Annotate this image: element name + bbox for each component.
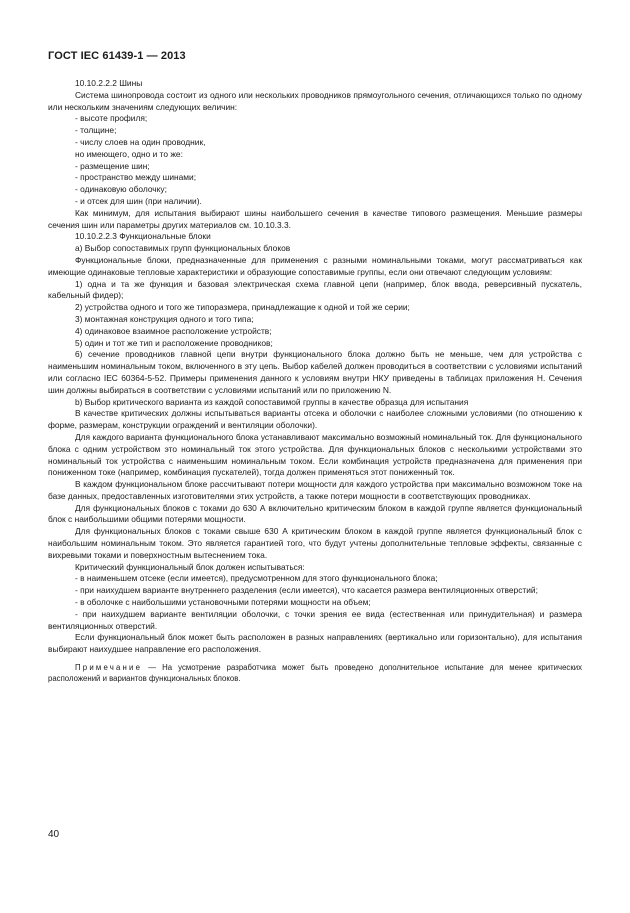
- paragraph: Если функциональный блок может быть расположен в разных направлениях (вертикально или горизонтально), для испытания выбирают наихудшее направление его расположения.: [48, 632, 582, 655]
- list-item: 2) устройства одного и того же типоразмера, принадлежащие к одной и той же серии;: [75, 302, 410, 313]
- paragraph: Как минимум, для испытания выбирают шины наибольшего сечения в качестве типового размещения. Меньшие размеры сечения шин или параметры других материалов см. 10.10.3.3.: [48, 207, 582, 230]
- list-item: 3) монтажная конструкция одного и того типа;: [75, 313, 254, 324]
- list-item: 5) один и тот же тип и расположение проводников;: [75, 337, 273, 348]
- subsection-heading: а) Выбор сопоставимых групп функциональных блоков: [75, 243, 291, 254]
- paragraph: Для каждого варианта функционального блока устанавливают максимально возможный номинальный ток. Для функционального блока с одним устройством это номинальный ток этого устройства. Для функциональных блоков с несколькими устройствами это номинальный ток устройства с наименьшим номинальным током. Если комбинация устройств предназначена для применения при пониженном токе (например, комбинация пускателей), тогда должен применяться этот пониженный ток.: [48, 431, 582, 478]
- section-heading: 10.10.2.2.2 Шины: [75, 78, 143, 88]
- note: [48, 662, 582, 684]
- list-item: - в наименьшем отсеке (если имеется), предусмотренном для этого функционального блока;: [75, 573, 438, 584]
- page-number: 40: [48, 829, 60, 840]
- list-item: 1) одна и та же функция и базовая электрическая схема главной цепи (например, блок ввода, реверсивный пускатель, кабельный фидер);: [48, 278, 582, 301]
- note-label: Примечание: [75, 663, 143, 673]
- paragraph: Функциональные блоки, предназначенные для применения с разными номинальными токами, могут рассматриваться как имеющие одинаковые тепловые характеристики и образующие сопоставимые группы, если они отвечают следующим условиям:: [48, 254, 582, 277]
- list-item: - и отсек для шин (при наличии).: [75, 195, 202, 206]
- list-item: 6) сечение проводников главной цепи внутри функционального блока должно быть не меньше, чем для устройства с наименьшим номинальным током, включенного в эту цепь. Выбор кабелей должен проводиться в соответствии с условиями испытаний или согласно IEC 60364-5-52. Примеры применения данного к условиям внутри НКУ приведены в таблицах приложения Н. Сечения шин должны выбираться в соответствии с условиями испытаний или по приложению N.: [48, 349, 582, 395]
- list-item: - одинаковую оболочку;: [75, 184, 167, 195]
- paragraph: Для функциональных блоков с токами свыше 630 А критическим блоком в каждой группе является функциональный блок с наибольшим номинальным током. Это является гарантией того, что будут учтены дополнительные тепловые эффекты, связанные с вихревыми токами и поверхностным вытеснением тока.: [48, 526, 582, 560]
- paragraph: но имеющего, одно и то же:: [75, 148, 183, 159]
- paragraph: Критический функциональный блок должен испытываться:: [75, 561, 305, 572]
- paragraph: Система шинопровода состоит из одного или нескольких проводников прямоугольного сечения, отличающихся только по одному или нескольким значениям следующих величин:: [48, 89, 582, 112]
- list-item: - пространство между шинами;: [75, 172, 197, 183]
- list-item: - в оболочке с наибольшими установочными потерями мощности на объем;: [75, 597, 371, 608]
- document-body: [48, 78, 582, 684]
- list-item: - высоте профиля;: [75, 113, 148, 124]
- list-item: - размещение шин;: [75, 160, 150, 171]
- paragraph: В каждом функциональном блоке рассчитывают потери мощности для каждого устройства при максимально возможном токе на базе данных, предоставленных изготовителями этих устройств, а также потери мощности в соответствующих проводниках.: [48, 479, 582, 501]
- list-item: - при наихудшем варианте вентиляции оболочки, с точки зрения ее вида (естественная или принудительная) и размера вентиляционных отверстий.: [48, 608, 582, 631]
- section-heading: 10.10.2.2.3 Функциональные блоки: [75, 231, 211, 242]
- list-item: - числу слоев на один проводник,: [75, 136, 206, 147]
- document-header: ГОСТ IEC 61439-1 — 2013: [48, 50, 186, 62]
- paragraph: В качестве критических должны испытываться варианты отсека и оболочки с наиболее сложными условиями (по отношению к форме, размерам, конструкции ограждений и вентиляции оболочки).: [48, 408, 582, 431]
- list-item: - при наихудшем варианте внутреннего разделения (если имеется), что касается размера вентиляционных отверстий;: [75, 585, 538, 596]
- paragraph: Для функциональных блоков с токами до 630 А включительно критическим блоком в каждой группе является функциональный блок с наибольшими общими потерями мощности.: [48, 502, 582, 525]
- note-text: — На усмотрение разработчика может быть проведено дополнительное испытание для менее критических расположений и вариантов функциональных блоков.: [48, 663, 582, 684]
- list-item: 4) одинаковое взаимное расположение устройств;: [75, 325, 272, 336]
- subsection-heading: b) Выбор критического варианта из каждой сопоставимой группы в качестве образца для испытания: [75, 396, 469, 407]
- list-item: - толщине;: [75, 125, 117, 136]
